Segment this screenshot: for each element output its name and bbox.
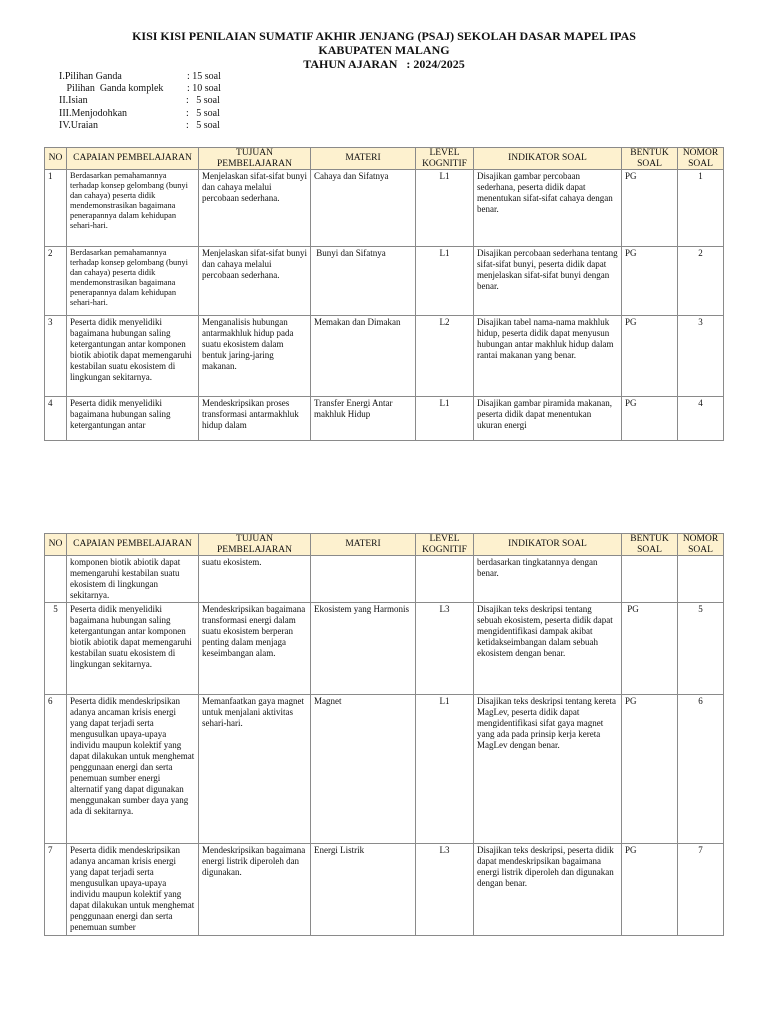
table-header-row <box>45 534 724 556</box>
cell-indikator: Disajikan teks deskripsi tentang sebuah ekosistem, peserta didik dapat mengidentifikasi dampak akibat ketidakseimbangan dalam sebuah ekosistem dengan benar. <box>474 603 622 695</box>
summary-label: III.Menjodohkan <box>59 107 128 119</box>
col-header-nomor: NOMOR SOAL <box>678 148 724 170</box>
cell-indikator: Disajikan gambar piramida makanan, peserta didik dapat menentukan ukuran energi <box>474 397 622 441</box>
cell-materi: Ekosistem yang Harmonis <box>311 603 416 695</box>
col-header-level: LEVEL KOGNITIF <box>416 534 474 556</box>
cell-nomor: 6 <box>678 695 724 844</box>
cell-bentuk: PG <box>622 247 678 316</box>
cell-no: 3 <box>45 316 67 397</box>
cell-level: L1 <box>416 170 474 247</box>
cell-tujuan: suatu ekosistem. <box>199 556 311 603</box>
col-header-tujuan: TUJUAN PEMBELAJARAN <box>199 534 311 556</box>
cell-materi <box>311 556 416 603</box>
grid-table-page-2 <box>44 533 724 936</box>
cell-bentuk: PG <box>622 170 678 247</box>
cell-nomor <box>678 556 724 603</box>
cell-capaian: Peserta didik menyelidiki bagaimana hubungan saling ketergantungan antar komponen biotik abiotik dapat memengaruhi kestabilan suatu ekosistem di lingkungan sekitarnya. <box>67 316 199 397</box>
col-header-bentuk: BENTUK SOAL <box>622 534 678 556</box>
cell-tujuan: Menjelaskan sifat-sifat bunyi dan cahaya melalui percobaan sederhana. <box>199 170 311 247</box>
cell-capaian: komponen biotik abiotik dapat memengaruhi kestabilan suatu ekosistem di lingkungan sekitarnya. <box>67 556 199 603</box>
cell-tujuan: Menganalisis hubungan antarmakhluk hidup pada suatu ekosistem dalam bentuk jaring-jaring makanan. <box>199 316 311 397</box>
cell-no: 7 <box>45 844 67 936</box>
cell-bentuk: PG <box>622 397 678 441</box>
cell-level <box>416 556 474 603</box>
cell-level: L2 <box>416 316 474 397</box>
cell-nomor: 5 <box>678 603 724 695</box>
cell-nomor: 2 <box>678 247 724 316</box>
cell-no: 5 <box>45 603 67 695</box>
cell-bentuk: PG <box>622 695 678 844</box>
cell-indikator: Disajikan gambar percobaan sederhana, peserta didik dapat menentukan sifat-sifat cahaya dengan benar. <box>474 170 622 247</box>
table-row <box>45 556 724 603</box>
cell-bentuk <box>622 556 678 603</box>
cell-indikator: Disajikan percobaan sederhana tentang sifat-sifat bunyi, peserta didik dapat menjelaskan sifat-sifat bunyi dengan benar. <box>474 247 622 316</box>
document-subtitle-region: KABUPATEN MALANG <box>318 43 450 57</box>
cell-materi: Transfer Energi Antar makhluk Hidup <box>311 397 416 441</box>
cell-capaian: Berdasarkan pemahamannya terhadap konsep gelombang (bunyi dan cahaya) peserta didik mendemonstrasikan bagaimana penerapannya dalam kehidupan sehari-hari. <box>67 247 199 316</box>
col-header-bentuk: BENTUK SOAL <box>622 148 678 170</box>
cell-nomor: 4 <box>678 397 724 441</box>
cell-indikator: berdasarkan tingkatannya dengan benar. <box>474 556 622 603</box>
cell-no: 6 <box>45 695 67 844</box>
cell-level: L1 <box>416 247 474 316</box>
cell-bentuk: PG <box>622 316 678 397</box>
summary-value: : 5 soal <box>186 119 220 131</box>
col-header-capaian: CAPAIAN PEMBELAJARAN <box>67 534 199 556</box>
cell-capaian: Peserta didik menyelidiki bagaimana hubungan saling ketergantungan antar komponen biotik abiotik dapat memengaruhi kestabilan suatu ekosistem di lingkungan sekitarnya. <box>67 603 199 695</box>
cell-bentuk: PG <box>622 603 678 695</box>
summary-label: I.Pilihan Ganda <box>59 71 122 82</box>
summary-label: IV.Uraian <box>59 119 98 131</box>
cell-tujuan: Mendeskripsikan bagaimana energi listrik diperoleh dan digunakan. <box>199 844 311 936</box>
cell-nomor: 3 <box>678 316 724 397</box>
cell-bentuk: PG <box>622 844 678 936</box>
summary-value: : 5 soal <box>186 95 220 107</box>
col-header-materi: MATERI <box>311 148 416 170</box>
cell-indikator: Disajikan teks deskripsi, peserta didik dapat mendeskripsikan bagaimana energi listrik diperoleh dan digunakan dengan benar. <box>474 844 622 936</box>
table-row <box>45 316 724 397</box>
cell-materi: Energi Listrik <box>311 844 416 936</box>
grid-table-page-1 <box>44 147 724 441</box>
cell-indikator: Disajikan teks deskripsi tentang kereta MagLev, peserta didik dapat mengidentifikasi sifat gaya magnet yang ada pada prinsip kerja kereta MagLev dengan benar. <box>474 695 622 844</box>
cell-materi: Memakan dan Dimakan <box>311 316 416 397</box>
cell-capaian: Peserta didik menyelidiki bagaimana hubungan saling ketergantungan antar <box>67 397 199 441</box>
cell-tujuan: Menjelaskan sifat-sifat bunyi dan cahaya melalui percobaan sederhana. <box>199 247 311 316</box>
cell-materi: Bunyi dan Sifatnya <box>311 247 416 316</box>
cell-no: 1 <box>45 170 67 247</box>
cell-no: 2 <box>45 247 67 316</box>
cell-materi: Cahaya dan Sifatnya <box>311 170 416 247</box>
cell-tujuan: Mendeskripsikan bagaimana transformasi energi dalam suatu ekosistem berperan penting dalam menjaga keseimbangan alam. <box>199 603 311 695</box>
col-header-materi: MATERI <box>311 534 416 556</box>
cell-nomor: 7 <box>678 844 724 936</box>
col-header-no: NO <box>45 148 67 170</box>
cell-nomor: 1 <box>678 170 724 247</box>
summary-value: : 10 soal <box>187 83 221 95</box>
summary-value: : 5 soal <box>186 107 220 119</box>
col-header-no: NO <box>45 534 67 556</box>
col-header-tujuan: TUJUAN PEMBELAJARAN <box>199 148 311 170</box>
col-header-nomor: NOMOR SOAL <box>678 534 724 556</box>
table-row <box>45 695 724 844</box>
cell-capaian: Berdasarkan pemahamannya terhadap konsep gelombang (bunyi dan cahaya) peserta didik mendemonstrasikan bagaimana penerapannya dalam kehidupan sehari-hari. <box>67 170 199 247</box>
col-header-indikator: INDIKATOR SOAL <box>474 148 622 170</box>
summary-value: : 15 soal <box>187 71 221 82</box>
cell-no <box>45 556 67 603</box>
cell-tujuan: Mendeskripsikan proses transformasi antarmakhluk hidup dalam <box>199 397 311 441</box>
col-header-capaian: CAPAIAN PEMBELAJARAN <box>67 148 199 170</box>
cell-no: 4 <box>45 397 67 441</box>
summary-label: II.Isian <box>59 95 88 107</box>
col-header-level: LEVEL KOGNITIF <box>416 148 474 170</box>
table-row <box>45 844 724 936</box>
cell-capaian: Peserta didik mendeskripsikan adanya ancaman krisis energi yang dapat terjadi serta mengusulkan upaya-upaya individu maupun kolektif yang dapat dilakukan untuk menghemat penggunaan energi dan serta penemuan sumber <box>67 844 199 936</box>
cell-materi: Magnet <box>311 695 416 844</box>
table-row <box>45 247 724 316</box>
table-row <box>45 397 724 441</box>
cell-capaian: Peserta didik mendeskripsikan adanya ancaman krisis energi yang dapat terjadi serta mengusulkan upaya-upaya individu maupun kolektif yang dapat dilakukan untuk menghemat penggunaan energi dan serta penemuan sumber energi alternatif yang dapat digunakan menggunakan sumber daya yang ada di sekitarnya. <box>67 695 199 844</box>
table-row <box>45 603 724 695</box>
table-row <box>45 170 724 247</box>
cell-level: L3 <box>416 844 474 936</box>
document-title: KISI KISI PENILAIAN SUMATIF AKHIR JENJANG (PSAJ) SEKOLAH DASAR MAPEL IPAS <box>132 29 636 43</box>
document-subtitle-year: TAHUN AJARAN : 2024/2025 <box>303 57 465 71</box>
cell-level: L1 <box>416 695 474 844</box>
cell-tujuan: Memanfaatkan gaya magnet untuk menjalani aktivitas sehari-hari. <box>199 695 311 844</box>
cell-level: L1 <box>416 397 474 441</box>
cell-level: L3 <box>416 603 474 695</box>
col-header-indikator: INDIKATOR SOAL <box>474 534 622 556</box>
summary-label: Pilihan Ganda komplek <box>59 83 164 95</box>
cell-indikator: Disajikan tabel nama-nama makhluk hidup, peserta didik dapat menyusun hubungan antar makhluk hidup dalam rantai makanan yang benar. <box>474 316 622 397</box>
table-header-row <box>45 148 724 170</box>
